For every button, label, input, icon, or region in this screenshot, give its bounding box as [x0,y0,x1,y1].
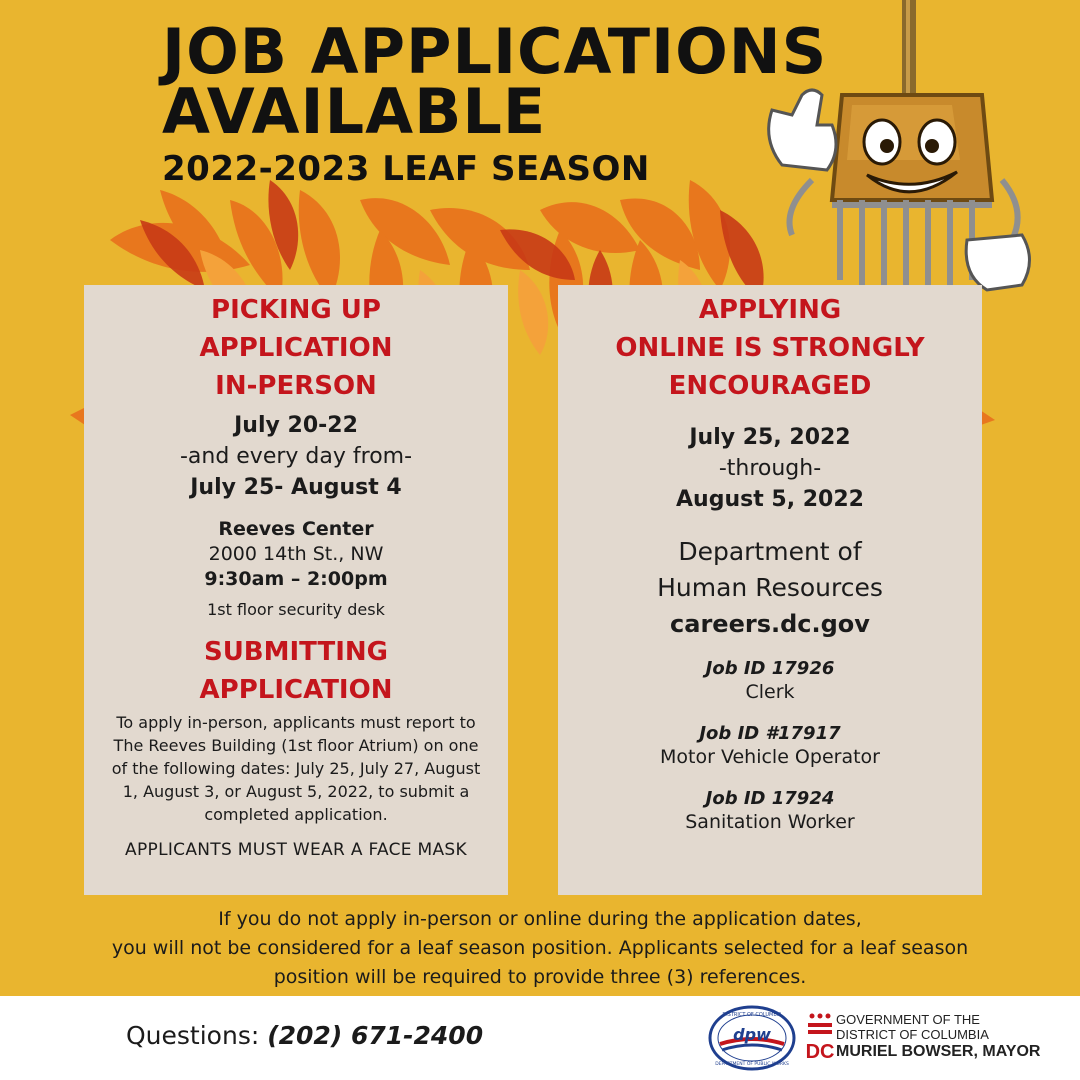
submitting-title-line1: SUBMITTING [203,637,389,667]
careers-website-link[interactable]: careers.dc.gov [670,610,870,638]
pickup-dates-first: July 20-22 [234,413,358,438]
online-title-line2: ONLINE IS STRONGLY [615,333,925,363]
face-mask-notice: APPLICANTS MUST WEAR A FACE MASK [125,840,467,860]
dc-government-logo [806,1010,1046,1066]
dc-gov-line1: GOVERNMENT OF THE [836,1012,980,1027]
job-id: Job ID 17924 [705,788,835,809]
pickup-address: 2000 14th St., NW [208,543,384,565]
online-end-date: August 5, 2022 [676,487,864,512]
footnote-line1: If you do not apply in-person or online during the application dates, [218,908,862,930]
dpw-logo-bottom: DEPARTMENT OF PUBLIC WORKS [715,1062,789,1067]
footnote-line2: you will not be considered for a leaf season position. Applicants selected for a leaf season [111,937,969,959]
job-role: Clerk [745,681,795,703]
dc-government-text [836,1012,1040,1062]
in-person-title-line3: IN-PERSON [215,371,377,401]
job-listing [558,788,982,833]
submitting-instructions: To apply in-person, applicants must report to The Reeves Building (1st floor Atrium) on one of the following dates: July 25, July 27, August 1, August 3, or August 5, 2022, to submit a completed application. [111,713,481,824]
pickup-desk: 1st floor security desk [207,600,385,619]
dc-flag-mark [806,1010,834,1066]
job-listing [558,658,982,703]
dpw-logo-mark: dpw [733,1025,771,1044]
department-line2: Human Resources [657,573,883,602]
department-name [558,534,982,606]
in-person-title-line1: PICKING UP [211,295,381,325]
questions-label: Questions: [126,1021,260,1050]
footer-bar [0,996,1080,1080]
job-id: Job ID 17926 [705,658,835,679]
online-through: -through- [718,456,822,481]
submitting-title [84,633,508,709]
online-title [558,291,982,405]
in-person-title [84,291,508,405]
pickup-and-every-day: -and every day from- [179,444,413,469]
questions-phone[interactable]: (202) 671-2400 [267,1021,484,1050]
dpw-logo [706,1004,798,1072]
application-footnote [60,905,1020,992]
online-title-line1: APPLYING [698,295,842,325]
submitting-title-line2: APPLICATION [199,675,393,705]
rake-mascot-illustration [752,0,1042,300]
job-role: Sanitation Worker [685,811,855,833]
online-title-line3: ENCOURAGED [668,371,872,401]
headline [162,15,828,190]
footnote-line3: position will be required to provide three (3) references. [273,966,807,988]
pickup-hours: 9:30am – 2:00pm [204,568,388,590]
department-line1: Department of [678,537,862,566]
headline-season: 2022-2023 LEAF SEASON [162,149,650,189]
job-id: Job ID #17917 [699,723,841,744]
questions-contact [126,1021,483,1050]
online-panel [558,285,982,895]
dpw-logo-top: DISTRICT OF COLUMBIA [722,1012,782,1018]
pickup-dates-second: July 25- August 4 [190,475,402,500]
online-start-date: July 25, 2022 [689,425,851,450]
in-person-title-line2: APPLICATION [199,333,393,363]
pickup-venue: Reeves Center [218,518,374,540]
headline-line1: JOB APPLICATIONS [162,15,828,88]
job-listing [558,723,982,768]
job-role: Motor Vehicle Operator [660,746,880,768]
dc-gov-line2: DISTRICT OF COLUMBIA [836,1027,989,1042]
dc-mark-text: DC [806,1041,834,1063]
dc-mayor: MURIEL BOWSER, MAYOR [836,1043,1041,1060]
in-person-panel [84,285,508,895]
headline-line2: AVAILABLE [162,75,547,148]
